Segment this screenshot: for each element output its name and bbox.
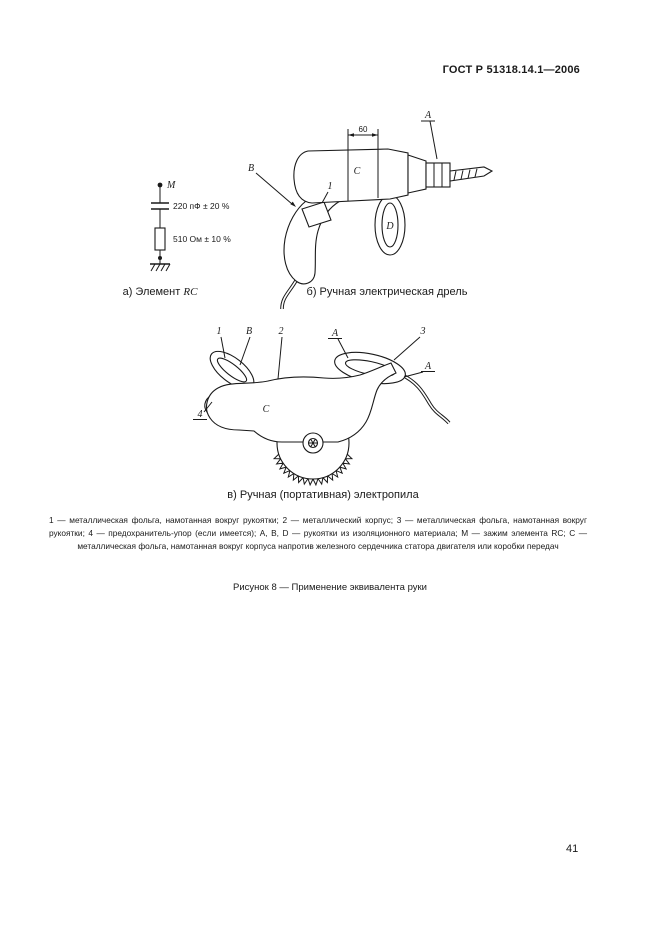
saw-leader-a2 [404, 372, 435, 378]
caption-rc [95, 286, 225, 298]
caption-saw: в) Ручная (портативная) электропила [227, 489, 419, 501]
capacitor-symbol [151, 203, 169, 209]
drill-cable-inner [282, 279, 297, 309]
drill-chuck [426, 163, 450, 187]
saw-leader-2 [278, 337, 282, 379]
ground-symbol [150, 264, 170, 271]
junction-dot [158, 256, 162, 260]
drill-bit [450, 167, 492, 181]
saw-drawing [180, 320, 465, 488]
caption-rc-text: а) Элемент [122, 286, 184, 298]
saw-label-1: 1 [216, 326, 222, 337]
drill-dimension-value: 60 [358, 125, 368, 134]
saw-cable-inner [400, 374, 449, 423]
saw-label-3: 3 [420, 326, 426, 337]
saw-label-c: C [262, 404, 270, 415]
figure-title: Рисунок 8 — Применение эквивалента руки [233, 582, 427, 593]
saw-label-4: 4 [197, 409, 203, 420]
caption-drill: б) Ручная электрическая дрель [306, 286, 468, 298]
drill-label-d: D [386, 221, 394, 232]
drill-label-b: B [248, 163, 255, 174]
doc-number: ГОСТ Р 51318.14.1—2006 [442, 64, 580, 76]
saw-leader-3 [394, 337, 420, 360]
drill-label-c: C [353, 166, 361, 177]
drill-label-1: 1 [327, 181, 333, 192]
drill-label-a: A [424, 110, 432, 121]
page-number: 41 [566, 843, 579, 855]
terminal-label: M [167, 180, 176, 191]
saw-leader-b [240, 337, 250, 365]
saw-label-b: B [245, 326, 253, 337]
saw-label-a2: A [424, 361, 432, 372]
figure-legend: 1 — металлическая фольга, намотанная вокруг рукоятки; 2 — металлический корпус; 3 — металлическая фольга, намотанная вокруг рукоятки; 4 — предохранитель-упор (если имеется); А, В, D — рукоятки из изоляционного материала; М — зажим элемента RC; С — металлическая фольга, намотанная вокруг корпуса напротив железного сердечника статора двигателя или коробки передач [49, 515, 587, 551]
capacitor-value: 220 пФ ± 20 % [173, 201, 230, 211]
resistor-value: 510 Ом ± 10 % [173, 234, 231, 244]
resistor-symbol [155, 228, 165, 250]
drill-leader-a [421, 121, 437, 159]
saw-label-2: 2 [278, 326, 284, 337]
drill-drawing [240, 105, 505, 315]
drill-leader-b [256, 173, 296, 207]
drill-body [294, 149, 408, 203]
caption-rc-symbol: RC [183, 286, 198, 298]
drill-gear-housing [408, 155, 426, 193]
saw-label-a1: A [331, 328, 339, 339]
